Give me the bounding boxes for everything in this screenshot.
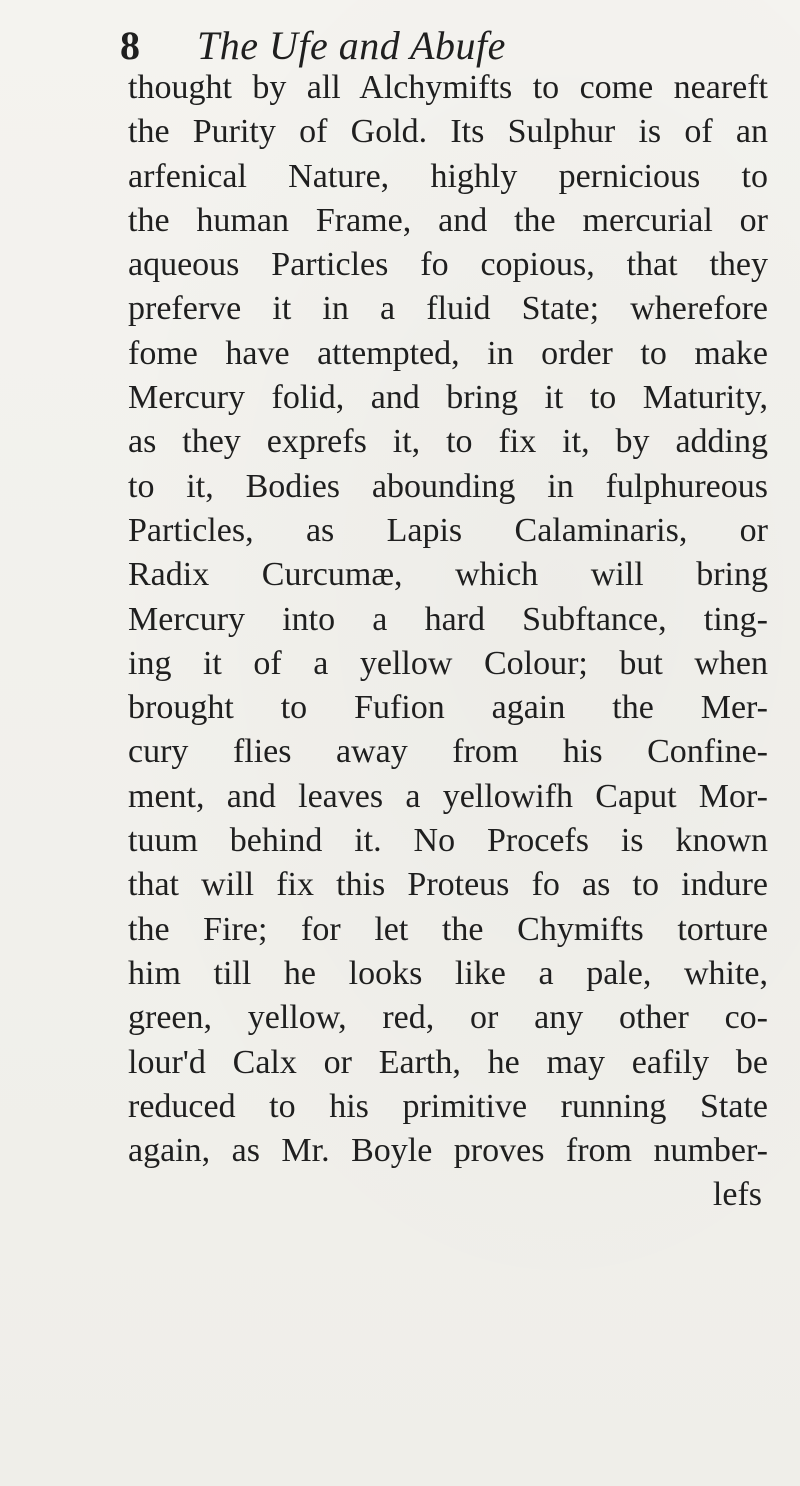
body-text xyxy=(128,66,768,1218)
text-line: him till he looks like a pale, white, xyxy=(128,954,768,992)
text-line: Mercury into a hard Subftance, ting- xyxy=(128,600,768,638)
text-line: the human Frame, and the mercurial or xyxy=(128,201,768,239)
text-line: to it, Bodies abounding in fulphureous xyxy=(128,467,768,505)
text-line: reduced to his primitive running State xyxy=(128,1087,768,1125)
text-line: tuum behind it. No Procefs is known xyxy=(128,822,768,860)
text-line: again, as Mr. Boyle proves from number- xyxy=(128,1132,768,1170)
text-line: lour'd Calx or Earth, he may eafily be xyxy=(128,1043,768,1081)
text-line: brought to Fufion again the Mer- xyxy=(128,689,768,727)
text-line: Radix Curcumæ, which will bring xyxy=(128,556,768,594)
text-line: cury flies away from his Confine- xyxy=(128,733,768,771)
text-line: fome have attempted, in order to make xyxy=(128,334,768,372)
text-line: ment, and leaves a yellowifh Caput Mor- xyxy=(128,777,768,815)
text-line: as they exprefs it, to fix it, by adding xyxy=(128,423,768,461)
text-line: arfenical Nature, highly pernicious to xyxy=(128,157,768,195)
text-line: the Fire; for let the Chymifts torture xyxy=(128,910,768,948)
text-line: Particles, as Lapis Calaminaris, or xyxy=(128,511,768,549)
text-line: that will fix this Proteus fo as to indure xyxy=(128,866,768,904)
text-line: Mercury folid, and bring it to Maturity, xyxy=(128,379,768,417)
text-line: thought by all Alchymifts to come neareft xyxy=(128,69,768,106)
page-number: 8 xyxy=(120,23,141,68)
text-line: green, yellow, red, or any other co- xyxy=(128,999,768,1037)
running-title: The Ufe and Abufe xyxy=(197,23,506,68)
text-line: the Purity of Gold. Its Sulphur is of an xyxy=(128,113,768,151)
catchword: lefs xyxy=(712,1176,762,1214)
text-line: ing it of a yellow Colour; but when xyxy=(128,644,768,682)
text-line: aqueous Particles fo copious, that they xyxy=(128,246,768,284)
text-line: preferve it in a fluid State; wherefore xyxy=(128,290,768,328)
